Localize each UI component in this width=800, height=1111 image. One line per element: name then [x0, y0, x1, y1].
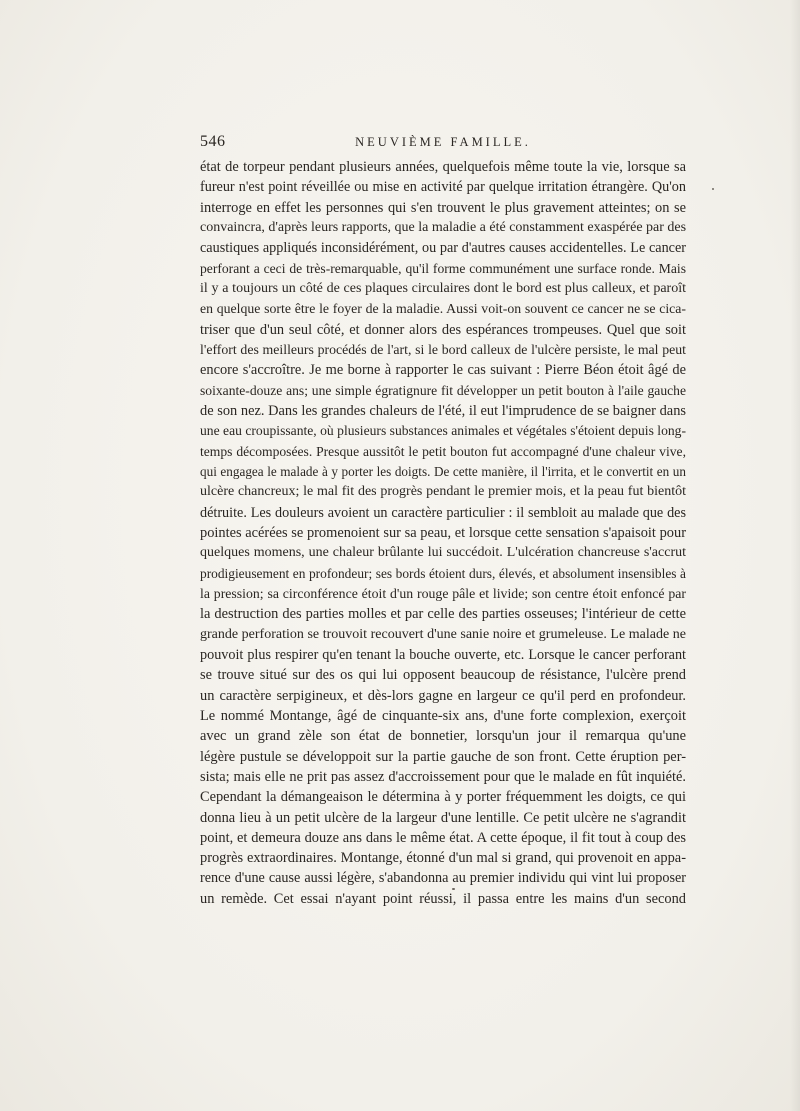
text-line: pouvoit plus respirer qu'en tenant la bouche ouverte, etc. Lorsque le cancer perforant — [200, 646, 686, 663]
body-text — [200, 157, 686, 909]
text-line: ulcère chancreux; le mal fit des progrès pendant le premier mois, et la peau fut bientôt — [200, 484, 686, 500]
text-line: avec un grand zèle son état de bonnetier, lorsqu'un jour il remarqua qu'une — [200, 728, 686, 745]
text-line: état de torpeur pendant plusieurs années, quelquefois même toute la vie, lorsque sa — [200, 159, 686, 175]
text-line: quelques momens, une chaleur brûlante lui succédoit. L'ulcération chancreuse s'accrut — [200, 545, 686, 561]
text-line: qui engagea le malade à y porter les doigts. De cette manière, il l'irrita, et le convertit en un — [200, 463, 686, 479]
text-line: Cependant la démangeaison le détermina à y porter fréquemment les doigts, ce qui — [200, 789, 686, 806]
text-line: se trouve situé sur des os qui lui opposent beaucoup de résistance, l'ulcère prend — [200, 667, 686, 684]
text-line: caustiques appliqués inconsidérément, ou par d'autres causes accidentelles. Le cancer — [200, 240, 686, 257]
text-line: interroge en effet les personnes qui s'en trouvent le plus gravement atteintes; on se — [200, 199, 686, 216]
text-line: prodigieusement en profondeur; ses bords étoient durs, élevés, et absolument insensibles à — [200, 565, 686, 581]
text-line: triser que d'un seul côté, et donner alors des espérances trompeuses. Quel que soit — [200, 321, 686, 338]
text-line: point, et demeura douze ans dans le même état. A cette époque, il fit tout à coup des — [200, 829, 686, 846]
text-line: un caractère serpigineux, et dès-lors gagne en largeur ce qu'il perd en profondeur. — [200, 687, 686, 704]
text-line: en quelque sorte être le foyer de la maladie. Aussi voit-on souvent ce cancer ne se cica- — [200, 301, 686, 317]
text-line: un remède. Cet essai n'ayant point réussi, il passa entre les mains d'un second — [200, 890, 686, 907]
text-line: temps décomposées. Presque aussitôt le petit bouton fut accompagné d'une chaleur vive, — [200, 443, 686, 459]
running-head: NEUVIÈME FAMILLE. — [355, 135, 531, 149]
text-line: légère pustule se développoit sur la partie gauche de son front. Cette éruption per- — [200, 748, 686, 765]
text-line: une eau croupissante, où plusieurs substances animales et végétales s'étoient depuis long- — [200, 423, 686, 439]
text-line: l'effort des meilleurs procédés de l'art, si le bord calleux de l'ulcère persiste, le mal peut — [200, 341, 686, 357]
text-line: progrès extraordinaires. Montange, étonné d'un mal si grand, qui provenoit en appa- — [200, 850, 686, 867]
text-line: la destruction des parties molles et par celle des parties osseuses; l'intérieur de cette — [200, 606, 686, 623]
text-line: il y a toujours un côté de ces plaques circulaires dont le bord est plus calleux, et paroît — [200, 280, 686, 296]
text-line: perforant a ceci de très-remarquable, qu'il forme communément une surface ronde. Mais — [200, 260, 686, 276]
text-line: de son nez. Dans les grandes chaleurs de l'été, il eut l'imprudence de se baigner dans — [200, 402, 686, 419]
paper-speck — [452, 888, 455, 890]
text-line: pointes acérées se promenoient sur sa peau, et lorsque cette sensation s'apaisoit pour — [200, 524, 686, 541]
text-line: la pression; sa circonférence étoit d'un rouge pâle et livide; son centre étoit enfoncé par — [200, 585, 686, 601]
text-line: encore s'accroître. Je me borne à rapporter le cas suivant : Pierre Béon étoit âgé de — [200, 362, 686, 379]
text-line: détruite. Les douleurs avoient un caractère particulier : il sembloit au malade que des — [200, 504, 686, 521]
text-line: grande perforation se trouvoit recouvert d'une sanie noire et grumeleuse. Le malade ne — [200, 626, 686, 642]
text-line: soixante-douze ans; une simple égratignure fit développer un petit bouton à l'aile gauche — [200, 382, 686, 398]
page-number: 546 — [200, 133, 226, 150]
page-header — [200, 133, 686, 155]
text-line: donna lieu à un petit ulcère de la largeur d'une lentille. Ce petit ulcère ne s'agrandit — [200, 809, 686, 826]
text-line: Le nommé Montange, âgé de cinquante-six ans, d'une forte complexion, exerçoit — [200, 707, 686, 724]
text-line: sista; mais elle ne prit pas assez d'accroissement pour que le malade en fût inquiété. — [200, 768, 686, 785]
page-edge-shadow — [790, 0, 800, 1111]
paper-speck — [712, 188, 714, 190]
text-line: fureur n'est point réveillée ou mise en activité par quelque irritation étrangère. Qu'on — [200, 179, 686, 196]
text-line: convaincra, d'après leurs rapports, que la maladie a été constamment exaspérée par des — [200, 219, 686, 235]
text-line: rence d'une cause aussi légère, s'abandonna au premier individu qui vint lui proposer — [200, 870, 686, 887]
